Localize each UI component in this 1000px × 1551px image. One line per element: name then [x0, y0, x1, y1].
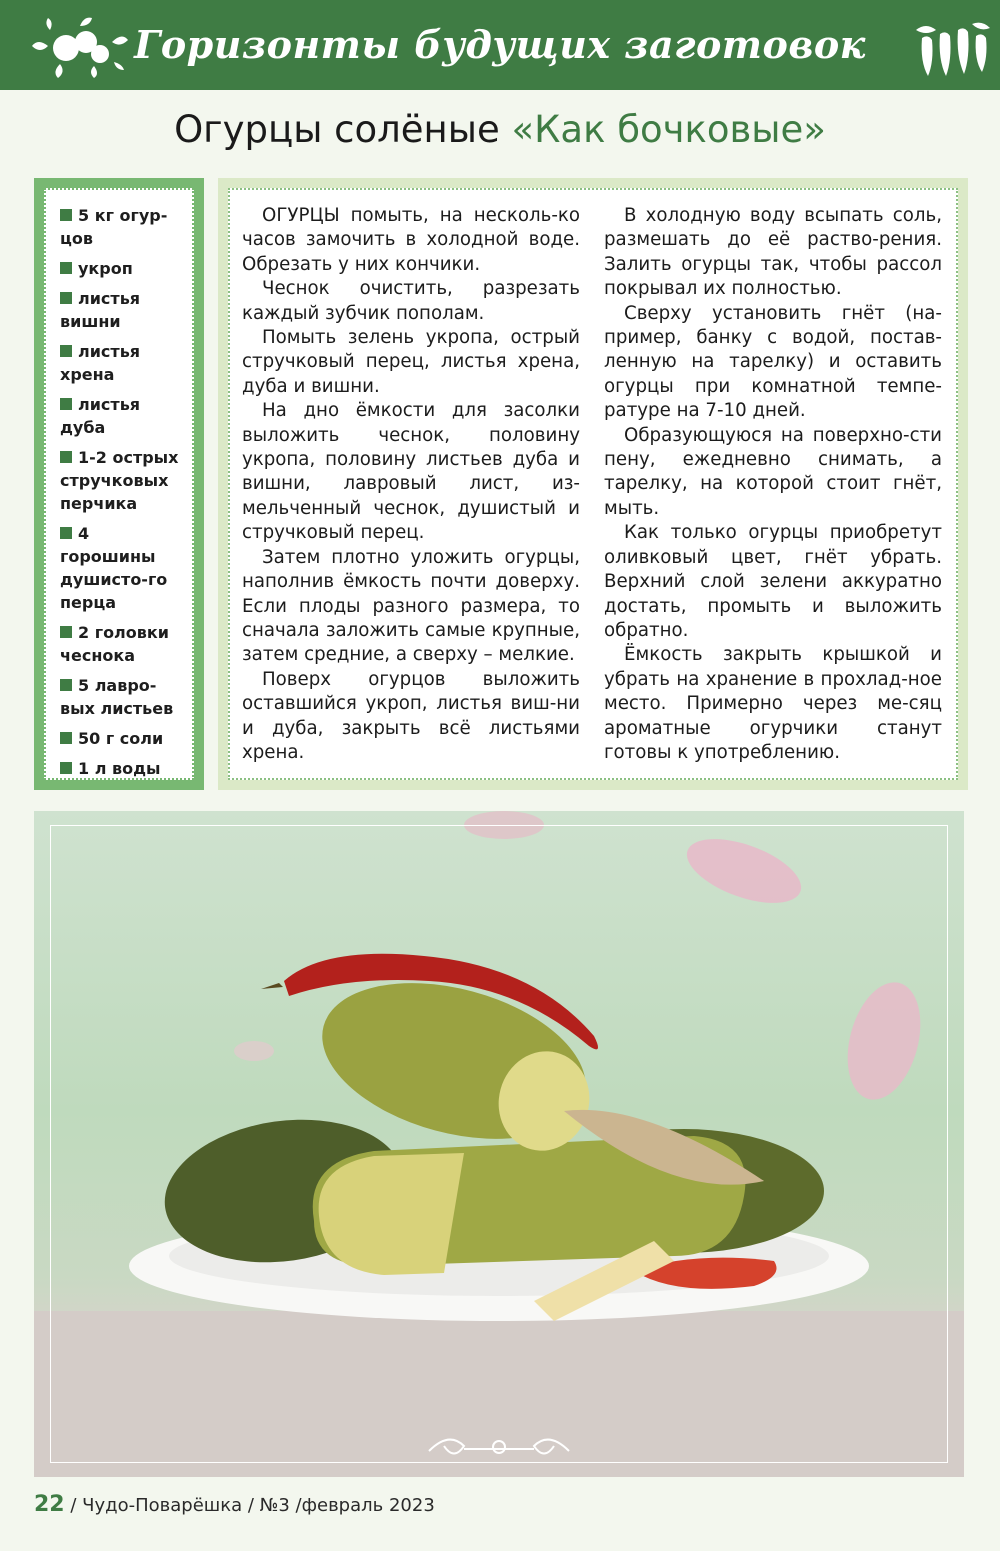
photo-frame [50, 825, 948, 1463]
bullet-square-icon [60, 209, 72, 221]
header-banner [0, 0, 1000, 90]
ingredient-item: листья хрена [60, 342, 141, 384]
recipe-title [0, 108, 1000, 151]
instruction-paragraph: Затем плотно уложить огурцы, наполнив ёмкость почти доверху. Если плоды разного размера, то сначала заложить самые крупные, затем средние, а сверху – мелкие. [242, 546, 580, 666]
pickles-photo [34, 811, 964, 1477]
ingredients-list [44, 188, 194, 780]
magazine-info: / Чудо-Поварёшка / №3 /февраль 2023 [64, 1495, 435, 1516]
instruction-paragraph: Чеснок очистить, разрезать каждый зубчик пополам. [242, 278, 580, 324]
instruction-paragraph: Образующуюся на поверхно-сти пену, ежедневно снимать, а тарелку, на которой стоит гнёт, мыть. [604, 424, 942, 519]
instruction-paragraph: Помыть зелень укропа, острый стручковый перец, листья хрена, дуба и вишни. [242, 327, 580, 397]
bullet-square-icon [60, 345, 72, 357]
ingredient-item: 1-2 острых стручковых перчика [60, 448, 179, 513]
page-footer [34, 1492, 435, 1517]
pepper-ornament-icon [912, 20, 996, 80]
ingredient-item: листья вишни [60, 289, 141, 331]
bullet-square-icon [60, 398, 72, 410]
ingredient-item: 5 кг огур-цов [60, 206, 168, 248]
recipe-title-accent: «Как бочковые» [511, 108, 826, 151]
bullet-square-icon [60, 762, 72, 774]
instructions-text [228, 188, 958, 780]
instruction-paragraph: В холодную воду всыпать соль, размешать до её раство-рения. Залить огурцы так, чтобы рассол покрывал их полностью. [604, 205, 942, 300]
ingredient-item: 5 лавро-вых листьев [60, 676, 174, 718]
bullet-square-icon [60, 292, 72, 304]
instruction-paragraph: Сверху установить гнёт (на-пример, банку с водой, постав-ленную на тарелку) и оставить огурцы при комнатной темпе-ратуре на 7-10 дней. [604, 302, 942, 422]
page-number: 22 [34, 1492, 65, 1517]
instructions-column-right [604, 204, 942, 768]
bullet-square-icon [60, 732, 72, 744]
instruction-paragraph: ОГУРЦЫ помыть, на несколь-ко часов замочить в холодной воде. Обрезать у них кончики. [242, 205, 580, 275]
instruction-paragraph: Поверх огурцов выложить оставшийся укроп, листья виш-ни и дуба, закрыть всё листьями хрена. [242, 668, 580, 763]
instruction-paragraph: Ёмкость закрыть крышкой и убрать на хранение в прохлад-ное место. Примерно через ме-сяц ароматные огурчики станут готовы к употреблению. [604, 644, 942, 763]
instructions-box [218, 178, 968, 790]
ingredient-item: 4 горошины душисто-го перца [60, 524, 168, 612]
ingredient-item: укроп [60, 257, 182, 280]
ingredients-box [34, 178, 204, 790]
instructions-column-left [242, 204, 580, 768]
section-title: Горизонты будущих заготовок [134, 22, 866, 67]
recipe-title-main: Огурцы солёные [174, 108, 512, 151]
bullet-square-icon [60, 626, 72, 638]
instruction-paragraph: На дно ёмкости для засолки выложить чеснок, половину укропа, половину листьев дуба и вишни, лавровый лист, из-мельченный чеснок, душистый и стручковый перец. [242, 400, 580, 544]
ingredient-item: 50 г соли [60, 727, 182, 750]
ingredient-item: 2 головки чеснока [60, 623, 169, 665]
ingredient-item: 1 л воды [60, 757, 182, 780]
instruction-paragraph: Как только огурцы приобретут оливковый цвет, гнёт убрать. Верхний слой зелени аккуратно достать, промыть и выложить обратно. [604, 522, 942, 641]
bullet-square-icon [60, 262, 72, 274]
bullet-square-icon [60, 527, 72, 539]
ingredient-item: листья дуба [60, 395, 141, 437]
bullet-square-icon [60, 679, 72, 691]
bullet-square-icon [60, 451, 72, 463]
